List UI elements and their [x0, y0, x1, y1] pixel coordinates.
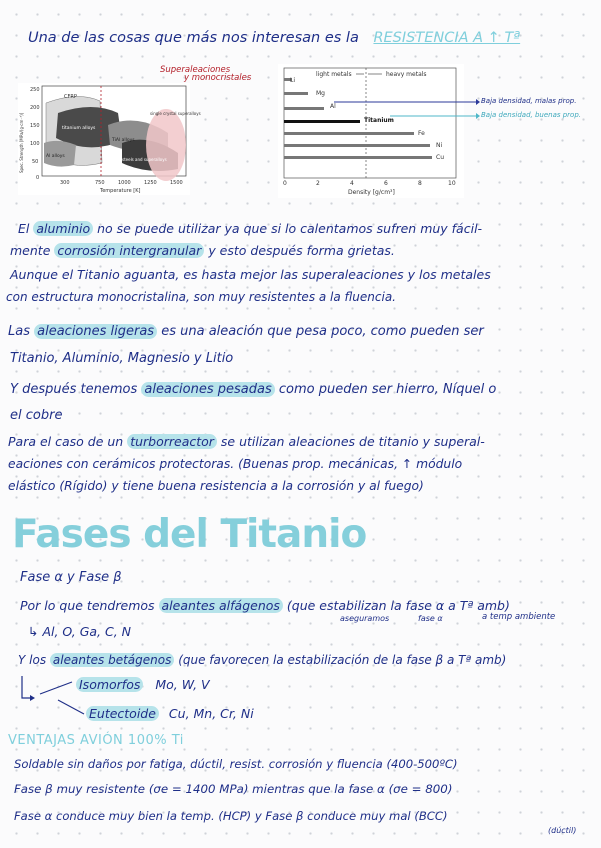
- label-ni: Ni: [436, 142, 443, 149]
- xtick: 8: [418, 180, 422, 187]
- ytick: 150: [30, 123, 40, 129]
- header-light: light metals: [316, 71, 352, 78]
- xtick: 300: [60, 180, 70, 186]
- label-mg: Mg: [316, 90, 325, 97]
- label-tial: TiAl alloys: [112, 138, 135, 143]
- label-al: Al: [330, 103, 336, 110]
- eutectoide-line: [86, 706, 254, 721]
- annotation-superalloys: [160, 66, 251, 82]
- isomorfos-highlight: Isomorfos: [76, 677, 143, 692]
- para1-highlight-corrosion: corrosión intergranular: [54, 243, 204, 258]
- phases-highlight-alfagenos: aleantes alfágenos: [159, 598, 283, 613]
- phases-text-b: (que estabilizan la fase α a Tª amb): [286, 598, 510, 613]
- xtick: 0: [283, 180, 287, 187]
- para4-highlight: aleaciones pesadas: [141, 382, 274, 397]
- para2-line2: con estructura monocristalina, son muy resistentes a la fluencia.: [6, 290, 396, 304]
- label-steels: steels and superalloys: [122, 157, 167, 162]
- para5-text-a: Para el caso de un: [8, 434, 124, 449]
- eutectoide-list: Cu, Mn, Cr, Ni: [168, 706, 254, 721]
- para1-line2: [10, 243, 395, 258]
- ytick: 250: [30, 87, 40, 93]
- phases-note-b: fase α: [418, 614, 443, 623]
- para3-highlight: aleaciones ligeras: [34, 324, 157, 339]
- bar-mg: [284, 92, 308, 95]
- y-axis-label: Spec. Strength [MPa/(g·cm⁻³)]: [19, 112, 24, 173]
- label-cfrp: CFRP: [64, 94, 77, 100]
- note-low-density: Baja densidad, malas prop.: [481, 97, 577, 105]
- bar-cu: [284, 156, 432, 159]
- bar-ni: [284, 144, 430, 147]
- phases-note-a: aseguramos: [340, 614, 390, 623]
- para3-text-a: Las: [8, 324, 30, 339]
- ventajas-line1: Soldable sin daños por fatiga, dúctil, resist. corrosión y fluencia (400-500ºC): [14, 757, 458, 771]
- para5-text-b: se utilizan aleaciones de titanio y superal-: [220, 434, 485, 449]
- para4-text-b: como pueden ser hierro, Níquel o: [278, 382, 497, 397]
- label-titanium: Titanium: [364, 117, 394, 124]
- note-good-density: Baja densidad, buenas prop.: [481, 111, 582, 119]
- xtick: 4: [350, 180, 354, 187]
- para1-text-a: El: [18, 221, 30, 236]
- intro-line: [28, 30, 520, 46]
- phases-line3: ↳ Al, O, Ga, C, N: [28, 624, 132, 639]
- para1-highlight-aluminio: aluminio: [33, 221, 93, 236]
- xtick: 6: [384, 180, 388, 187]
- intro-highlight: RESISTENCIA A ↑ Tª: [373, 30, 521, 46]
- density-chart: [278, 64, 464, 198]
- bar-fe: [284, 132, 414, 135]
- xtick: 1000: [118, 180, 131, 186]
- para3-text-b: es una aleación que pesa poco, como pueden ser: [161, 324, 484, 339]
- para1-text-b: no se puede utilizar ya que si lo calentamos sufren muy fácil-: [97, 221, 483, 236]
- density-chart-svg: [278, 64, 464, 198]
- ventajas-title: VENTAJAS AVIÓN 100% Ti: [8, 733, 184, 748]
- label-li: Li: [290, 77, 296, 84]
- xtick: 2: [316, 180, 320, 187]
- isomorfos-line: [76, 677, 210, 692]
- ventajas-line3-note: (dúctil): [548, 826, 577, 835]
- phases-highlight-betagenos: aleantes betágenos: [50, 653, 174, 667]
- strength-chart-svg: [18, 83, 201, 195]
- xtick: 10: [448, 180, 456, 187]
- header-heavy: heavy metals: [386, 71, 427, 78]
- para5-highlight: turborreactor: [127, 434, 217, 449]
- region-single-crystal: [146, 109, 186, 181]
- x-axis-label: Density [g/cm³]: [348, 189, 395, 196]
- phases-note-c: a temp ambiente: [482, 612, 556, 622]
- para3-line1: [8, 324, 484, 339]
- label-fe: Fe: [418, 130, 425, 137]
- ytick: 0: [36, 175, 40, 181]
- label-cu: Cu: [436, 154, 444, 161]
- xtick: 750: [95, 180, 105, 186]
- xtick: 1500: [170, 180, 183, 186]
- intro-text: Una de las cosas que más nos interesan es la: [28, 30, 359, 46]
- phases-line4: [18, 653, 506, 667]
- para5-line1: [8, 434, 485, 449]
- section-heading: Fases del Titanio: [12, 512, 367, 557]
- para4-text-a: Y después tenemos: [10, 382, 138, 397]
- para1-line1: [18, 221, 482, 236]
- phases-line1: Fase α y Fase β: [20, 570, 122, 585]
- ventajas-line3: Fase α conduce muy bien la temp. (HCP) y Fase β conduce muy mal (BCC): [14, 809, 448, 823]
- ventajas-line2: Fase β muy resistente (σe = 1400 MPa) mientras que la fase α (σe = 800): [14, 782, 453, 796]
- bar-al: [284, 107, 324, 110]
- para1-text-c: mente: [10, 243, 51, 258]
- eutectoide-highlight: Eutectoide: [86, 706, 159, 721]
- ytick: 100: [30, 141, 40, 147]
- annotation-super-text: Superaleaciones: [160, 65, 231, 75]
- para2-line1: Aunque el Titanio aguanta, es hasta mejor las superaleaciones y los metales: [10, 267, 491, 282]
- phases-text-a: Por lo que tendremos: [20, 598, 155, 613]
- xtick: 1250: [144, 180, 157, 186]
- para1-text-d: y esto después forma grietas.: [208, 243, 395, 258]
- para4-line1: [10, 382, 496, 397]
- label-single-crystal: single crystal superalloys: [150, 111, 201, 116]
- isomorfos-list: Mo, W, V: [155, 677, 210, 692]
- label-titanium: titanium alloys: [62, 126, 96, 131]
- para5-line3: elástico (Rígido) y tiene buena resistencia a la corrosión y al fuego): [8, 479, 424, 493]
- para3-line2: Titanio, Aluminio, Magnesio y Litio: [10, 351, 234, 366]
- phases-line2: [20, 598, 510, 613]
- annotation-mono-text: y monocristales: [184, 73, 252, 83]
- para4-line2: el cobre: [10, 408, 63, 423]
- label-al: Al alloys: [46, 154, 65, 159]
- ytick: 50: [32, 159, 39, 165]
- annotation-arrows: [330, 96, 480, 126]
- strength-temperature-chart: [18, 83, 201, 195]
- phases-text-c: Y los: [18, 653, 47, 667]
- ytick: 200: [30, 105, 40, 111]
- x-axis-label: Temperature [K]: [100, 188, 141, 194]
- phases-text-d: (que favorecen la estabilización de la fase β a Tª amb): [178, 653, 507, 667]
- para5-line2: eaciones con cerámicos protectoras. (Buenas prop. mecánicas, ↑ módulo: [8, 457, 463, 471]
